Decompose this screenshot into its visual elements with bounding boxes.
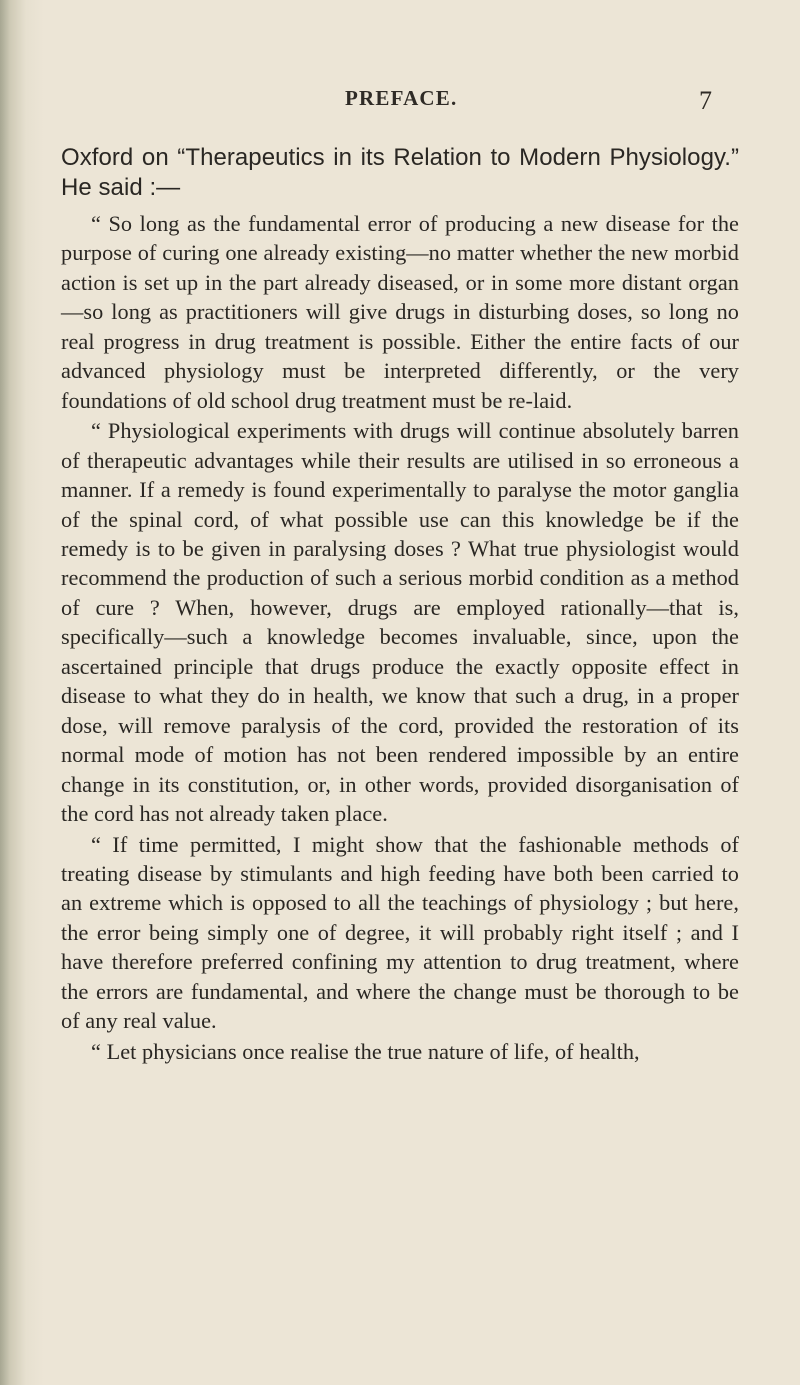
page-header bbox=[0, 84, 800, 120]
quote-paragraph-1: “ So long as the fundamental error of producing a new disease for the purpose of curing one already existing—no matter whether the new morbid action is set up in the part already diseased, or in some more distant organ—so long as practitioners will give drugs in disturbing doses, so long no real progress in drug treatment is possible. Either the entire facts of our advanced physiology must be interpreted differently, or the very foundations of old school drug treatment must be re-laid. bbox=[61, 211, 739, 413]
quote-paragraph-2: “ Physiological experiments with drugs will continue absolutely barren of therapeutic advantages while their results are utilised in so erroneous a manner. If a remedy is found experimentally to paralyse the motor ganglia of the spinal cord, of what possible use can this knowledge be if the remedy is to be given in paralysing doses ? What true physiologist would recommend the production of such a serious morbid condition as a method of cure ? When, however, drugs are employed rationally—that is, specifically—such a knowledge becomes invaluable, since, upon the ascertained principle that drugs produce the exactly opposite effect in disease to what they do in health, we know that such a drug, in a proper dose, will remove paralysis of the cord, provided the restoration of its normal mode of motion has not been rendered impossible by an entire change in its constitution, or, in other words, provided disorganisation of the cord has not already taken place. bbox=[61, 418, 739, 827]
quote-paragraph-4: “ Let physicians once realise the true nature of life, of health, bbox=[91, 1038, 640, 1064]
running-title: PREFACE. bbox=[345, 86, 458, 110]
opening-paragraph: Oxford on “Therapeutics in its Relation to Modern Physiology.” He said :— bbox=[61, 144, 739, 201]
page-number: 7 bbox=[699, 86, 712, 115]
quote-paragraph-3: “ If time permitted, I might show that the fashionable methods of treating disease by stimulants and high feeding have both been carried to an extreme which is opposed to all the teachings of physiology ; but here, the error being simply one of degree, it will probably right itself ; and I have therefore preferred confining my attention to drug treatment, where the errors are fundamental, and where the change must be thorough to be of any real value. bbox=[61, 831, 739, 1034]
body-text bbox=[61, 143, 739, 1066]
